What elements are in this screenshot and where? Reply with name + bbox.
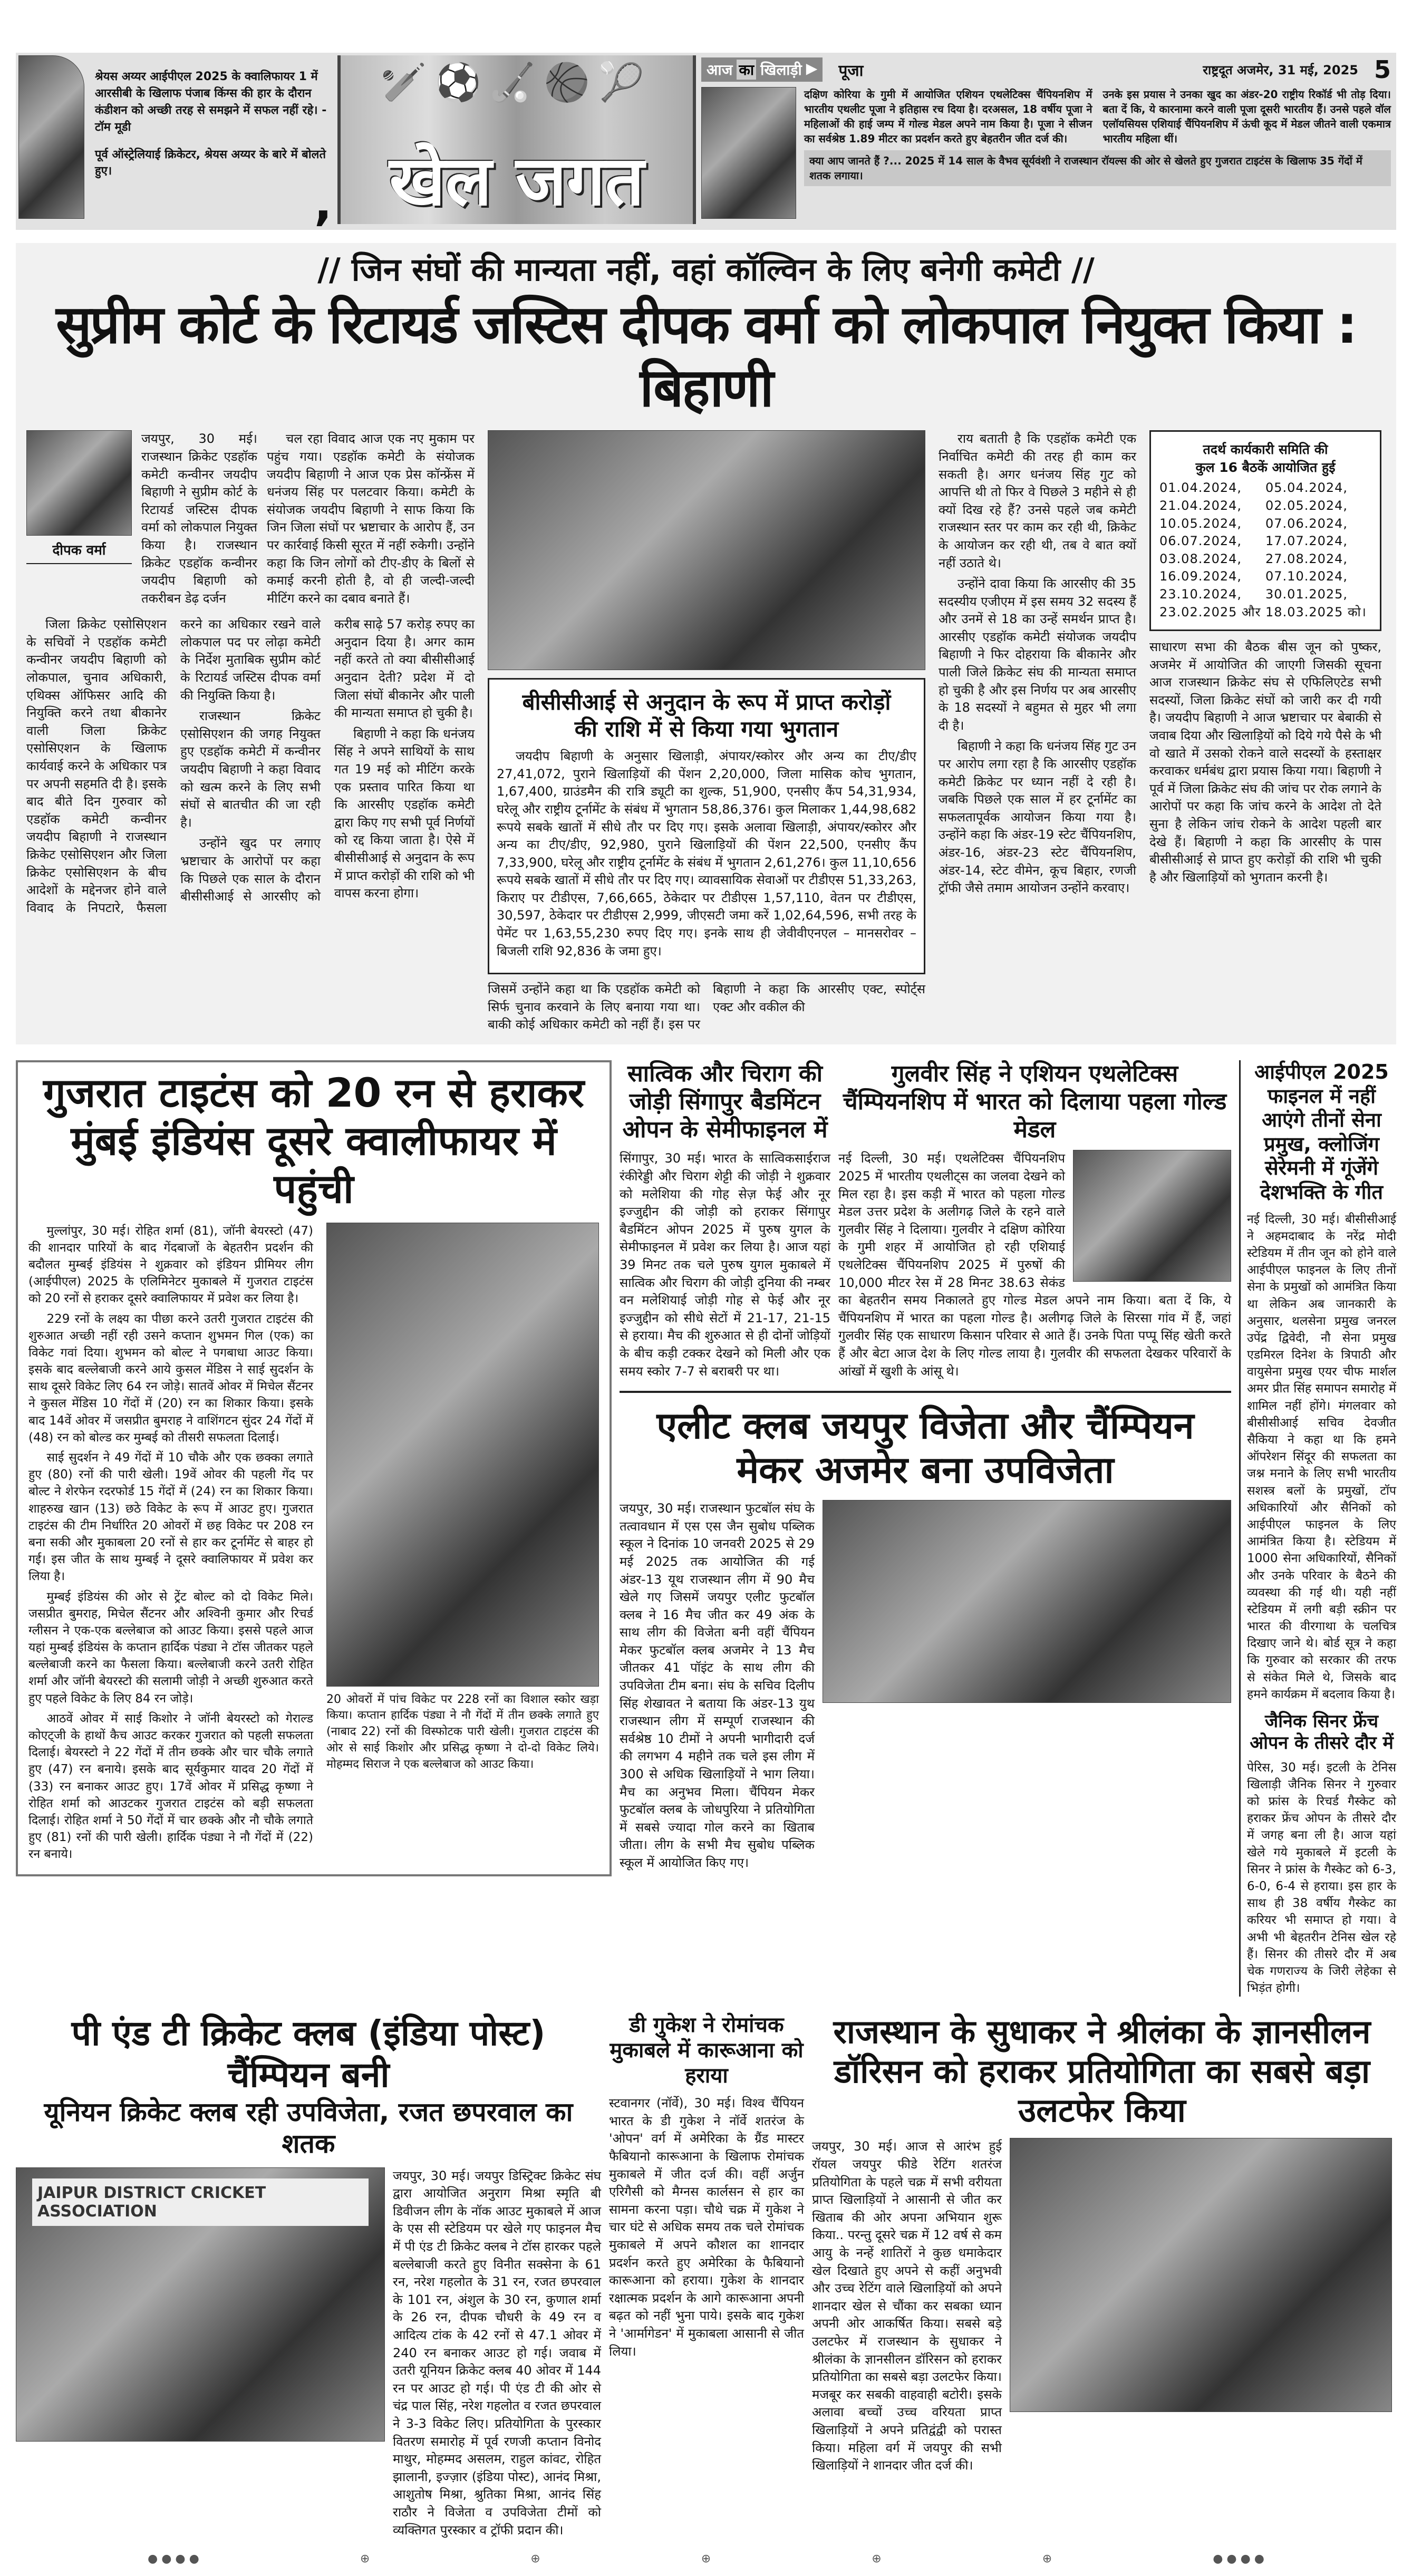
press-conference-photo <box>488 430 925 670</box>
aaj-ka-khiladi-panel <box>701 55 1391 219</box>
chess-headline: राजस्थान के सुधाकर ने श्रीलंका के ज्ञानसीलन डॉरिसन को हराकर प्रतियोगिता का सबसे बड़ा उलटफेर किया <box>833 2012 1371 2130</box>
color-dots-icon: ● ● ● ● <box>1213 2552 1264 2566</box>
crosshair-icon: ⊕ <box>872 2552 882 2566</box>
section-rule <box>620 1391 1231 1393</box>
meeting-date: 27.08.2024, <box>1265 551 1348 566</box>
meeting-date: 05.04.2024, <box>1265 480 1348 496</box>
section-masthead <box>337 55 696 224</box>
meeting-date: 07.06.2024, <box>1265 516 1348 531</box>
player-text-2: उनके इस प्रयास ने उनका खुद का अंडर-20 राष्ट्रीय रिकॉर्ड भी तोड़ दिया। बता दें कि, ये कारनामा करने वाली पूजा दूसरी भारतीय हैं। उनसे पहले वॉल एलॉयसियस एशियाई चैंपियनशिप में ऊंची कूद में मेडल जीतने वाली एकमात्र भारतीय महिला थीं। <box>1102 88 1391 145</box>
below-box-text: जिसमें उन्होंने कहा था कि एडहॉक कमेटी को सिर्फ चुनाव करवाने के लिए बनाया गया था। बाकी कोई अधिकार कमेटी को नहीं हैं। इस पर बिहाणी ने कहा कि आरसीए एक्ट, स्पोर्ट्स एक्ट और वकील की <box>488 982 925 1032</box>
meeting-date: 30.01.2025, <box>1265 586 1348 602</box>
lead-paragraph: उन्होंने दावा किया कि आरसीए की 35 सदस्यीय एजीएम में इस समय 32 सदस्य हैं और उनमें से 18 का उन्हें समर्थन प्राप्त है। आरसीए एडहॉक कमेटी संयोजक जयदीप बिहाणी ने फिर दोहराया कि बीकानेर और पाली जिले क्रिकेट संघ की मान्यता समाप्त हो चुकी है और इस निर्णय पर अब आरसीए के 18 सदस्यों ने बहुमत से मुहर भी लगा दी है। <box>939 576 1136 733</box>
quote-context: पूर्व ऑस्ट्रेलियाई क्रिकेटर, श्रेयस अय्यर के बारे में बोलते हुए। <box>95 148 326 178</box>
payments-box-text: जयदीप बिहाणी के अनुसार खिलाड़ी, अंपायर/स्कोरर और अन्य का टीए/डीए 27,41,072, पुराने खिलाड़ियों की पेंशन 2,20,000, जिला मासिक कोच भुगतान, 1,67,400, ग्राउंडमैन की रात्रि ड्यूटी का शुल्क, 51,900, एनसीए कैंप 54,31,934, घरेलू और राष्ट्रीय टूर्नामेंट के संबंध में भुगतान 58,86,376। कुल मिलाकर 1,44,98,682 रूपये सबके खातों में सीधे तौर पर दिए गए। इसके अलावा खिलाड़ी, अंपायर/स्कोरर और अन्य का टीए/डीए, 92,980, पुराने खिलाड़ियों की पेंशन 22,500, एनसीए कैंप 7,33,900, घरेलू और राष्ट्रीय टूर्नामेंट के संबंध में भुगतान 2,61,276। कुल 11,10,656 रूपये सबके खातों में सीधे तौर पर दिए गए। व्यावसायिक सेवाओं पर टीडीएस 51,33,263, किराए पर टीडीएस, 7,66,665, ठेकेदार पर टीडीएस 1,57,110, वेतन पर टीडीएस, 30,597, ठेकेदार पर टीडीएस 2,999, जीएसटी जमा करें 1,02,64,596, सभी तरह के पेमेंट पर 1,63,55,230 रुपए दिए गए। इनके साथ ही जेवीवीएनएल – मानसरोवर – बिजली राशि 92,836 के जमा हुए। <box>497 749 916 958</box>
ipl-qualifier-box <box>16 1060 612 1876</box>
meeting-date: 23.10.2024, <box>1159 586 1242 602</box>
crosshair-icon: ⊕ <box>1042 2552 1052 2566</box>
sinner-headline: जैनिक सिनर फ्रेंच ओपन के तीसरे दौर में <box>1250 1711 1394 1754</box>
lead-story-panel <box>16 243 1396 1044</box>
badminton-body: सिंगापुर, 30 मई। भारत के सात्विकसाईराज रंकीरेड्डी और चिराग शेट्टी की जोड़ी ने शुक्रवार को मलेशिया की गोह सेज़ फेई और नूर इज्जुद्दीन की जोड़ी को हराकर सिंगापुर बैडमिंटन ओपन 2025 में पुरुष युगल के सेमीफाइनल में प्रवेश कर लिया है। आज यहां 39 मिनट तक चले पुरुष युगल मुकाबले में सात्विक और चिराग की जोड़ी दुनिया की नम्बर वन मलेशियाई जोड़ी गोह से फेई और नूर इज्जुद्दीन को सीधे सेटों में 21-17, 21-15 से हराया। मैच की शुरुआत से ही दोनों जोड़ियों के बीच कड़ी टक्कर देखने को मिली और एक समय स्कोर 7-7 से बराबरी पर था। <box>620 1151 830 1379</box>
meetings-title: तदर्थ कार्यकारी समिति की <box>1203 442 1328 458</box>
ipl-paragraph: 229 रनों के लक्ष्य का पीछा करने उतरी गुजरात टाइटंस की शुरुआत अच्छी नहीं रही उसने कप्तान शुभमन गिल (एक) का विकेट गवां दिया। शुभमन को बोल्ट ने पगबाधा आउट किया। इसके बाद बल्लेबाजी करने आये कुसल मेंडिस ने साई सुदर्शन के साथ दूसरे विकेट लिए 64 रन जोड़े। सातवें ओवर में मिचेल सैंटनर ने कुसल मेंडिस 10 गेंदों में (20) रन का शिकार किया। इसके बाद 14वें ओवर में जसप्रीत बुमराह ने वाशिंगटन सुंदर 24 गेंदों में (48) रन को बोल्ड कर मुम्बई को तीसरी सफलता दिलाई। <box>28 1312 313 1445</box>
lead-paragraph: जिला क्रिकेट एसोसिएशन के सचिवों ने एडहॉक कमेटी कन्वीनर जयदीप बिहाणी को लोकपाल, चुनाव अधिकारी, एथिक्स ऑफिसर आदि की नियुक्ति करने तथा बीकानेर वाली जिला क्रिकेट एसोसिएशन के खिलाफ कार्यवाई करने के अधिकार पत्र पर अपनी सहमति दी है। इसके बाद बीते दिन गुरुवार को एडहॉक कमेटी कन्वीनर जयदीप बिहाणी ने राजस्थान क्रिकेट एसोसिएशन और जिला क्रिकेट एसोसिएशन के बीच आदेशों के मद्देनजर होने वाले विवाद के निपटारे, फैसला करने का अधिकार रखने वाले लोकपाल पद पर लोढ़ा कमेटी के निर्देश मुताबिक सुप्रीम कोर्ट के रिटायर्ड जस्टिस दीपक वर्मा की नियुक्ति किया है। <box>26 617 321 915</box>
pt-cricket-body: जयपुर, 30 मई। जयपुर डिस्ट्रिक्ट क्रिकेट संघ द्वारा आयोजित अनुराग मिश्रा स्मृति बी डिवीजन लीग के नॉक आउट मुकाबले में आज के एस सी स्टेडियम पर खेले गए फाइनल मैच में पी एंड टी क्रिकेट क्लब ने टॉस हारकर पहले बल्लेबाजी करते हुए विनीत सक्सेना के 61 रन, नरेश गहलोत के 31 रन, रजत छपरवाल के 101 रन, अंशुल के 30 रन, कुणाल शर्मा के 26 रन, दीपक चौधरी के 49 रन व आदित्य टांक के 42 रनों से 47.1 ओवर में 240 रन बनाकर आउट हो गई। जवाब में उतरी यूनियन क्रिकेट क्लब 40 ओवर में 144 रन पर आउट हो गई। पी एंड टी की ओर से चंद्र पाल सिंह, नरेश गहलोत व रजत छपरवाल ने 3-3 विकेट लिए। प्रतियोगिता के पुरस्कार वितरण समारोह में पूर्व रणजी कप्तान विनोद माथुर, मोहम्मद असलम, राहुल कांवट, रोहित झालानी, इज्ज़ार (इंडिया पोस्ट), आनंद मिश्रा, आशुतोष मिश्रा, श्रुतिका मिश्रा, आनंद सिंह राठौर ने विजेता व उपविजेता टीमों को व्यक्तिगत पुरस्कार व ट्रॉफी प्रदान की। <box>393 2168 601 2538</box>
gulveer-photo <box>1073 1150 1231 1282</box>
meetings-subtitle: कुल 16 बैठकें आयोजित हुई <box>1195 460 1336 476</box>
football-team-photo <box>823 1500 1231 1703</box>
quote-text: श्रेयस अय्यर आईपीएल 2025 के क्वालिफायर 1 में आरसीबी के खिलाफ पंजाब किंग्स की हार के दौरान कंडीशन को अच्छी तरह से समझने में सफल नहीं रहे। - टॉम मूडी <box>95 70 327 134</box>
registration-marks <box>148 2552 1264 2565</box>
gulveer-headline: गुलवीर सिंह ने एशियन एथलेटिक्स चैंम्पियनशिप में भारत को दिलाया पहला गोल्ड मेडल <box>843 1060 1227 1143</box>
meeting-date: 17.07.2024, <box>1265 534 1348 549</box>
page-number: 5 <box>1374 55 1391 84</box>
lead-paragraph: बिहाणी ने कहा कि धनंजय सिंह गुट उन पर आरोप लगा रहा है कि आरसीए एडहॉक कमेटी क्रिकेट पर ध्यान नहीं दे रही है। जबकि पिछले एक साल में हर टूर्नामेंट का सफलतापूर्वक आयोजन किया गया है। उन्होंने कहा कि अंडर-19 स्टेट चैंपियनशिप, अंडर-16, अंडर-23 स्टेट चैंपियनशिप, अंडर-14, स्टेट वीमेन, कूच बिहार, रणजी ट्रॉफी जैसे तमाम आयोजन उन्होंने करवाए। <box>939 739 1136 896</box>
ipl-qualifier-headline: गुजरात टाइटंस को 20 रन से हराकर मुंबई इंडियंस दूसरे क्वालीफायर में पहुंची <box>43 1069 585 1213</box>
ipl-photo-caption: 20 ओवरों में पांच विकेट पर 228 रनों का विशाल स्कोर खड़ा किया। कप्तान हार्दिक पंड्या ने नौ गेंदों में तीन छक्के लगाते हुए (नाबाद 22) रनों की विस्फोटक पारी खेली। गुजरात टाइटंस की ओर से साई किशोर और प्रसिद्ध कृष्णा ने दो-दो विकेट लिये। मोहम्मद सिराज ने एक बल्लेबाज को आउट किया। <box>326 1692 599 1771</box>
khiladi-label: खिलाड़ी <box>760 61 802 79</box>
did-you-know: क्या आप जानते हैं ?... 2025 में 14 साल के वैभव सूर्यवंशी ने राजस्थान रॉयल्स की ओर से खेलते हुए गुजरात टाइटंस के खिलाफ 35 गेंदों में शतक लगाया। <box>804 150 1391 186</box>
ipl-paragraph: साई सुदर्शन ने 49 गेंदों में 10 चौके और एक छक्का लगाते हुए (80) रनों की पारी खेली। 19वें ओवर की पहली गेंद पर बोल्ट ने शेरफेन रदरफोर्ड 15 गेंदों में (24) रन का शिकार किया। शाहरुख खान (13) छठे विकेट के रूप में आउट हुए। गुजरात टाइटंस की टीम निर्धारित 20 ओवरों में छह विकेट पर 208 रन बना सकी और मुकाबला 20 रनों से हार कर टूर्नामेंट से बाहर हो गई। इस जीत के साथ मुम्बई ने दूसरे क्वालिफायर में प्रवेश कर लिया है। <box>28 1451 313 1584</box>
football-headline: एलीट क्लब जयपुर विजेता और चैंम्पियन मेकर अजमेर बना उपविजेता <box>656 1404 1194 1492</box>
caption-rule <box>26 563 132 564</box>
crosshair-icon: ⊕ <box>530 2552 540 2566</box>
payments-box-body <box>497 748 916 960</box>
meetings-box <box>1149 430 1381 631</box>
ipl-paragraph: मुम्बई इंडियंस की ओर से ट्रेंट बोल्ट को दो विकेट मिले। जसप्रीत बुमराह, मिचेल सैंटनर और अश्विनी कुमार और रिचर्ड ग्लीसन ने एक-एक बल्लेबाज को आउट किया। इससे पहले आज यहां मुम्बई इंडियंस के कप्तान हार्दिक पंड्या ने टॉस जीतकर पहले बल्लेबाजी करने का फैसला किया। बल्लेबाजी करने उतरी रोहित शर्मा और जॉनी बेयरस्टो की सलामी जोड़ी ने अच्छी शुरुआत करते हुए पहले विकेट के लिए 84 रन जोड़े। <box>28 1590 313 1706</box>
aaj-label: आज <box>707 61 733 79</box>
lead-intro: जयपुर, 30 मई। राजस्थान क्रिकेट एडहॉक कमेटी कन्वीनर जयदीप बिहाणी ने सुप्रीम कोर्ट के रिटायर्ड जस्टिस दीपक वर्मा को लोकपाल नियुक्त किया है। राजस्थान क्रिकेट एडहॉक कन्वीनर जयदीप बिहाणी को तकरीबन डेढ़ दर्जन <box>141 431 257 606</box>
lead-right-body: साधारण सभा की बैठक बीस जून को पुष्कर, अजमेर में आयोजित की जाएगी जिसकी सूचना आज राजस्थान क्रिकेट संघ से एफिलिएटेड सभी सदस्यों, जिला क्रिकेट संघों को जारी कर दी गयी है। जयदीप बिहाणी ने आज भ्रष्टाचार पर बेबाकी से जवाब दिया और खिलाड़ियों को दिये गये पैसे के भी वो खाते में उसको रोकने वाले सदस्यों के हस्ताक्षर करवाकर धर्मबंध द्वारा प्रयास किया गया। बिहाणी ने पूर्व में जिला क्रिकेट संघ की जांच पर रोक लगाने के आरोपों पर कहा कि जांच करने के आदेश तो देते सुना है लेकिन जांच रोकने के आदेश पहली बार देखे हैं। बिहाणी ने कहा कि आरसीए के पास बीसीसीआई से प्राप्त हुए करोड़ों की राशि भी चुकी है और खिलाड़ियों को भुगतान करनी है। <box>1149 640 1381 885</box>
lead-kicker: // जिन संघों की मान्यता नहीं, वहां कॉल्विन के लिए बनेगी कमेटी // <box>317 251 1095 289</box>
lead-body-left <box>26 616 475 917</box>
rohit-sharma-photo <box>326 1223 599 1687</box>
crosshair-icon: ⊕ <box>360 2552 370 2566</box>
lead-paragraph: उन्होंने खुद पर लगाए भ्रष्टाचार के आरोपों पर कहा कि पिछले एक साल के दौरान बीसीसीआई से आरसीए को करीब साढ़े 57 करोड़ रुपए का अनुदान दिया है। अगर काम नहीं करते तो क्या बीसीसीआई अनुदान देती? प्रदेश में दो जिला संघों बीकानेर और पाली की मान्यता समाप्त हो चुकी है। <box>180 617 475 904</box>
meeting-date: 06.07.2024, <box>1159 534 1242 549</box>
ipl-paragraph: आठवें ओवर में साई किशोर ने जॉनी बेयरस्टो को गेराल्ड कोएट्जी के हाथों कैच आउट करकर गुजरात को पहली सफलता दिलाई। बेयरस्टो ने 22 गेंदों में तीन छक्के और चार चौके लगाते हुए (47) रन बनाये। इसके बाद सूर्यकुमार यादव 20 गेंदों में (33) रन बनाकर आउट हुए। 17वें ओवर में प्रसिद्ध कृष्णा ने रोहित शर्मा को आउटकर गुजरात टाइटंस को बड़ी सफलता दिलाई। रोहित शर्मा ने 50 गेंदों में चार छक्के और नौ चौके लगाते हुए (81) रनों की पारी खेली। हार्दिक पंड्या ने नौ गेंदों में (22) रन बनाये। <box>28 1711 313 1862</box>
pooja-photo <box>701 87 796 219</box>
color-dots-icon: ● ● ● ● <box>148 2552 199 2566</box>
meeting-date: 07.10.2024, <box>1265 569 1348 584</box>
meeting-date: 16.09.2024, <box>1159 569 1242 584</box>
ka-label: का <box>737 60 756 80</box>
crosshair-icon: ⊕ <box>701 2552 711 2566</box>
quote-panel <box>18 55 332 231</box>
sports-icons: 🏏⚽🏑🏀🎾 <box>381 61 653 104</box>
deepak-verma-photo <box>26 430 132 536</box>
lead-body-mid-right <box>939 430 1136 900</box>
player-name: पूजा <box>838 61 864 80</box>
football-body-left: जयपुर, 30 मई। राजस्थान फुटबॉल संघ के तत्वावधान में एस एस जैन सुबोध पब्लिक स्कूल ने दिनांक 10 जनवरी 2025 से 29 मई 2025 तक आयोजित की गई अंडर-13 यूथ राजस्थान लीग में 90 मैच खेले गए जिसमें जयपुर एलीट फुटबॉल क्लब ने 16 मैच जीत कर 49 अंक के साथ लीग की विजेता बनी वहीं चैंपियन मेकर फुटबॉल क्लब अजमेर ने 13 मैच जीतकर 41 पॉइंट के साथ लीग की उपविजेता टीम बना। संघ के सचिव दिलीप सिंह शेखावत ने बताया कि अंडर-13 युथ राजस्थान लीग में सम्पूर्ण राजस्थान की सर्वश्रेष्ठ 10 टीमों ने अपनी भागीदारी दर्ज की लगभग 4 महीने तक चले इस लीग में 300 से अधिक खिलाड़ियों ने भाग लिया। मैच का अनुभव मिला। चैंपियन मेकर फुटबॉल क्लब के जोधपुरिया ने प्रतियोगिता में सबसे ज्यादा गोल करने का खिताब जीता। लीग के सभी मैच सुबोध पब्लिक स्कूल में आयोजित किए गए। <box>620 1501 815 1871</box>
gukesh-headline: डी गुकेश ने रोमांचक मुकाबले में कारूआना को हराया <box>610 2013 804 2088</box>
jdca-banner: JAIPUR DISTRICT CRICKET ASSOCIATION <box>32 2178 369 2226</box>
photo-caption: दीपक वर्मा <box>52 543 106 559</box>
header-band <box>16 53 1396 230</box>
chess-tournament-photo <box>1010 2138 1392 2412</box>
aaj-ka-khiladi-label <box>701 57 823 82</box>
meeting-date: 02.05.2024, <box>1265 498 1348 513</box>
pt-cricket-subhead: यूनियन क्रिकेट क्लब रही उपविजेता, रजत छपरवाल का शतक <box>44 2096 573 2159</box>
lead-paragraph: राय बताती है कि एडहॉक कमेटी एक निर्वाचित कमेटी की तरह ही काम कर सकती है। अगर धनंजय सिंह गुट को आपत्ति थी तो फिर वे पिछले 3 महीने से ही क्यों दिख रहे हैं? उनसे पहले जब कमेटी राजस्थान स्तर पर काम कर रही थी, क्रिकेट के आयोजन कर रही थी, तब वे बात क्यों नहीं उठाते थे। <box>939 431 1136 570</box>
chess-body: जयपुर, 30 मई। आज से आरंभ हुई रॉयल जयपुर फीडे रेटिंग शतरंज प्रतियोगिता के पहले चक्र में सभी वरीयता प्राप्त खिलाड़ियों ने आसानी से जीत कर खिताब की ओर अपना अभियान शुरू किया.. परन्तु दूसरे चक्र में 12 वर्ष से कम आयु के नन्हें शातिरों ने कुछ धमाकेदार खेल दिखाते हुए अपने से कहीं अनुभवी और उच्च रेटिंग वाले खिलाड़ियों को अपने शानदार खेल से चौंका कर सबका ध्यान अपनी ओर आकर्षित किया। सबसे बड़े उलटफेर में राजस्थान के सुधाकर ने श्रीलंका के ज्ञानसीलन डॉरिसन को हराकर प्रतियोगिता का सबसे बड़ा उलटफेर किया। मजबूर कर सबकी वाहवाही बटोरी। इसके अलावा बच्चों उच्च वरियता प्राप्त खिलाड़ियों ने अपने प्रतिद्वंद्वी को परास्त किया। महिला वर्ग में जयपुर की सभी खिलाड़ियों ने शानदार जीत दर्ज की। <box>812 2139 1002 2473</box>
ipl-qualifier-body <box>28 1223 313 1866</box>
lead-paragraph: बिहाणी ने कहा कि धनंजय सिंह ने अपने साथियों के साथ गत 19 मई को मीटिंग करके एक प्रस्ताव पारित किया था कि आरसीए एडहॉक कमेटी द्वारा किए गए सभी पूर्व निर्णयों को रद्द किया जाता है। ऐसे में बीसीसीआई से अनुदान के रूप में प्राप्त करोड़ों की राशि को भी वापस करना होगा। <box>334 726 475 901</box>
lead-body-top <box>267 430 475 611</box>
payments-box-headline: बीसीसीआई से अनुदान के रूप में प्राप्त करोड़ों की राशि में से किया गया भुगतान <box>522 689 891 742</box>
ipl-final-headline: आईपीएल 2025 फाइनल में नहीं आएंगे तीनों सेना प्रमुख, क्लोजिंग सेरेमनी में गूंजेंगे देशभक्ति के गीत <box>1254 1060 1389 1204</box>
meeting-date: 03.08.2024, <box>1159 551 1242 566</box>
ipl-final-body: नई दिल्ली, 30 मई। बीसीसीआई ने अहमदाबाद के नरेंद्र मोदी स्टेडियम में तीन जून को होने वाले आईपीएल फाइनल के लिए तीनों सेना के प्रमुखों को आमंत्रित किया था लेकिन अब जानकारी के अनुसार, थलसेना प्रमुख जनरल उपेंद्र द्विवेदी, नौ सेना प्रमुख एडमिरल दिनेश के त्रिपाठी और वायुसेना प्रमुख एयर चीफ मार्शल अमर प्रीत सिंह समापन समारोह में शामिल नहीं होंगे। मंगलवार को बीसीसीआई सचिव देवजीत सैकिया ने कहा था कि हमने ऑपरेशन सिंदूर की सफलता का जश्न मनाने के लिए सभी भारतीय सशस्त्र बलों के प्रमुखों, टॉप अधिकारियों और सैनिकों को आईपीएल फाइनल के लिए आमंत्रित किया है। स्टेडियम में 1000 सेना अधिकारियों, सैनिकों और उनके परिवार के बैठने की व्यवस्था की गई थी। यही नहीं स्टेडियम में लगी बड़ी स्क्रीन पर भारत की वीरगाथा के चलचित्र दिखाए जाने थे। बोर्ड सूत्र ने कहा कि गुरुवार को सरकार की तरफ से संकेत मिले थे, जिसके बाद हमने कार्यक्रम में बदलाव किया है। <box>1247 1212 1396 1701</box>
meetings-last: 23.02.2025 और 18.03.2025 को। <box>1159 604 1367 619</box>
player-text-1: दक्षिण कोरिया के गुमी में आयोजित एशियन एथलेटिक्स चैंपियनशिप में भारतीय एथलीट पूजा ने इतिहास रच दिया है। दरअसल, 18 वर्षीय पूजा ने महिलाओं की हाई जम्प में गोल्ड मेडल अपने नाम किया है। पूजा ने सीजन का सर्वश्रेष्ठ 1.89 मीटर का प्रदर्शन करते हुए बेहतरीन जीत दर्ज की। <box>804 88 1092 145</box>
tom-moody-photo <box>18 55 84 219</box>
cricket-award-photo <box>16 2167 385 2442</box>
arrow-icon: ▶ <box>806 60 818 77</box>
meeting-date: 10.05.2024, <box>1159 516 1242 531</box>
lead-paragraph: राजस्थान क्रिकेट एसोसिएशन की जगह नियुक्त हुए एडहॉक कमेटी में कन्वीनर जयदीप बिहाणी ने कहा विवाद को खत्म करने के लिए सभी संघों से बातचीत की जा रही है। <box>180 709 321 830</box>
lead-paragraph: चल रहा विवाद आज एक नए मुकाम पर पहुंच गया। एडहॉक कमेटी के संयोजक जयदीप बिहाणी ने आज एक प्रेस कॉन्फ्रेंस में धनंजय सिंह पर पलटवार किया। कमेटी के संयोजक जयदीप बिहाणी ने साफ किया कि जिन जिला संघों पर भ्रष्टाचार के आरोप हैं, उन पर कार्रवाई किसी सूरत में नहीं रुकेगी। उन्होंने कहा कि जिन लोगों को टीए-डीए के बिलों से कमाई करनी होती है, वो ही जल्दी-जल्दी मीटिंग करने का दबाव बनाते हैं। <box>267 431 475 606</box>
gukesh-body: स्टवानगर (नॉर्वे), 30 मई। विश्व चैंपियन भारत के डी गुकेश ने नॉर्वे शतरंज के 'ओपन' वर्ग में अमेरिका के ग्रैंड मास्टर फैबियानो कारूआना के खिलाफ रोमांचक मुकाबले में जीत दर्ज की। वहीं अर्जुन एरिगैसी को मैग्नस कार्लसन से हार का सामना करना पड़ा। चौथे चक्र में गुकेश ने चार घंटे से अधिक समय तक चले रोमांचक मुकाबले में अपने कौशल का शानदार प्रदर्शन करते हुए अमेरिका के फैबियानो कारूआना को हराया। गुकेश के शानदार रक्षात्मक प्रदर्शन के आगे कारूआना अपनी बढ़त को नहीं भुना पाये। इसके बाद गुकेश ने 'आर्मागेडन' में मुकाबला आसानी से जीत लिया। <box>609 2096 804 2359</box>
ipl-paragraph: मुल्लांपुर, 30 मई। रोहित शर्मा (81), जॉनी बेयरस्टो (47) की शानदार पारियों के बाद गेंदबाजों के बेहतरीन प्रदर्शन की बदौलत मुम्बई इंडियंस ने शुक्रवार को इंडियन प्रीमियर लीग (आईपीएल) 2025 के एलिमिनेटर मुकाबले में गुजरात टाइटंस को 20 रनों से हराकर दूसरे क्वालिफायर में प्रवेश कर लिया है। <box>28 1224 313 1306</box>
lead-headline: सुप्रीम कोर्ट के रिटायर्ड जस्टिस दीपक वर्मा को लोकपाल नियुक्त किया : बिहाणी <box>56 294 1356 419</box>
meeting-date: 01.04.2024, <box>1159 480 1242 496</box>
badminton-headline: सात्विक और चिराग की जोड़ी सिंगापुर बैडमिंटन ओपन के सेमीफाइनल में <box>622 1060 828 1143</box>
pt-cricket-headline: पी एंड टी क्रिकेट क्लब (इंडिया पोस्ट) चैंम्पियन बनी <box>71 2013 546 2096</box>
payments-box <box>488 678 925 974</box>
sinner-body: पेरिस, 30 मई। इटली के टेनिस खिलाड़ी जैनिक सिनर ने गुरुवार को फ्रांस के रिचर्ड गैस्केट को हराकर फ्रेंच ओपन के तीसरे दौर में जगह बना ली है। आज यहां खेले गये मुकाबले में इटली के सिनर ने फ्रांस के गैस्केट को 6-3, 6-0, 6-4 से हराया। इस हार के साथ ही 38 वर्षीय गैस्केट का करियर भी समाप्त हो गया। वे अभी भी बेहतरीन टेनिस खेल रहे हैं। सिनर की तीसरे दौर में अब चेक गणराज्य के जिरी लेहेका से भिड़ंत होगी। <box>1247 1760 1396 1996</box>
meeting-date: 21.04.2024, <box>1159 498 1242 513</box>
quote-mark-icon: , <box>314 176 332 231</box>
section-title: खेल जगत <box>389 141 644 221</box>
meetings-dates <box>1159 479 1371 603</box>
gulveer-body: नई दिल्ली, 30 मई। एथलेटिक्स चैंपियनशिप 2025 में भारतीय एथलीट्स का जलवा देखने को मिल रहा है। इस कड़ी में भारत को पहला गोल्ड मेडल उत्तर प्रदेश के अलीगढ़ जिले के रहने वाले गुलवीर सिंह ने दिलाया। गुलवीर ने दक्षिण कोरिया के गुमी शहर में आयोजित हो रही एशियाई एथलेटिक्स चैंपियनशिप 2025 में पुरुषों की 10,000 मीटर रेस में 28 मिनट 38.63 सेकंड का बेहतरीन समय निकालते हुए गोल्ड मेडल अपने नाम किया। बता दें कि, ये चैंपियनशिप में भारत का पहला गोल्ड है। अलीगढ़ जिले के सिरसा गांव में हैं, जहां गुलवीर सिंह एक साधारण किसान परिवार से आते हैं। उनके पिता पप्पू सिंह खेती करते हैं और बेटा आज देश के लिए गोल्ड लाया है। गुलवीर की सफलता देखकर परिवारों के आंखों में खुशी के आंसू थे। <box>838 1151 1231 1379</box>
edition-dateline: राष्ट्रदूत अजमेर, 31 मई, 2025 <box>1203 62 1358 78</box>
